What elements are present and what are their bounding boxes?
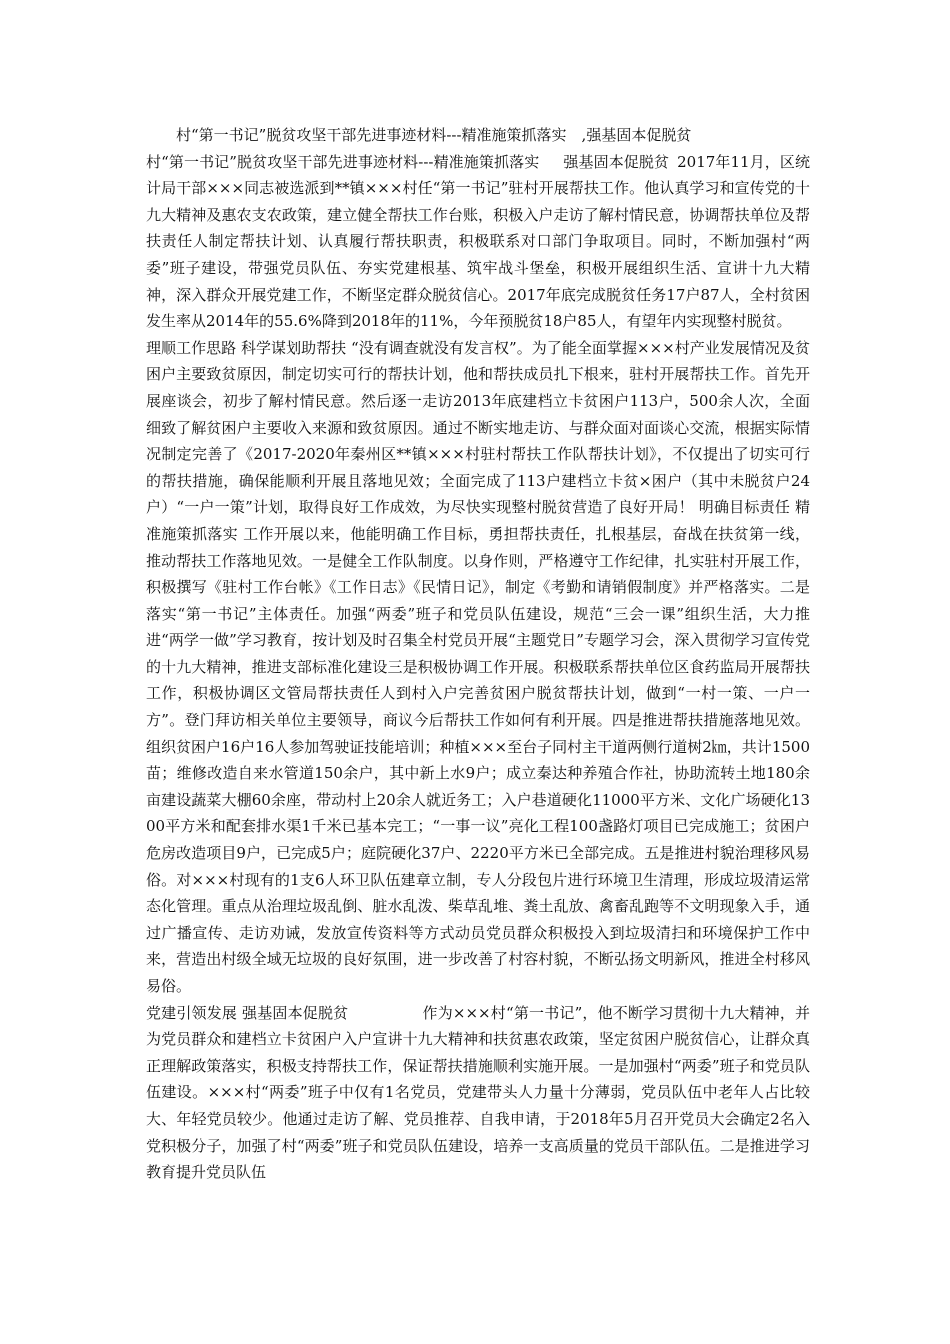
intro-body: 2017年11月，区统计局干部×××同志被选派到**镇×××村任“第一书记”驻村开展帮扶工作。他认真学习和宣传党的十九大精神及惠农支农政策，建立健全帮扶工作台账，积极入户走访了解村情民意，协调帮扶单位及帮扶责任人制定帮扶计划、认真履行帮扶职责，积极联系对口部门争取项目。同时，不断加强村“两委”班子建设，带强党员队伍、夯实党建根基、筑牢战斗堡垒，积极开展组织生活、宣讲十九大精神，深入群众开展党建工作，不断坚定群众脱贫信心。2017年底完成脱贫任务17户87人，全村贫困发生率从2014年的55.6%降到2018年的11%，今年预脱贫18户85人，有望年内实现整村脱贫。 [146,152,810,331]
document-body [146,122,810,1186]
section-2-lead: 党建引领发展 强基固本促脱贫 [146,1003,349,1022]
intro-lead: 村“第一书记”脱贫攻坚干部先进事迹材料---精准施策抓落实 [146,152,540,171]
document-title: 村“第一书记”脱贫攻坚干部先进事迹材料---精准施策抓落实 ,强基固本促脱贫 [176,126,692,144]
section-2-body: 作为×××村“第一书记”，他不断学习贯彻十九大精神，并为党员群众和建档立卡贫困户入户宣讲十九大精神和扶贫惠农政策，坚定贫困户脱贫信心，让群众真正理解政策落实，积极支持帮扶工作，保证帮扶措施顺利实施开展。一是加强村“两委”班子和党员队伍建设。×××村“两委”班子中仅有1名党员，党建带头人力量十分薄弱，党员队伍中老年人占比较大、年轻党员较少。他通过走访了解、党员推荐、自我申请，于2018年5月召开党员大会确定2名入党积极分子，加强了村“两委”班子和党员队伍建设，培养一支高质量的党员干部队伍。二是推进学习教育提升党员队伍 [146,1003,811,1182]
intro-lead-tail: 强基固本促脱贫 [563,152,670,171]
section-1-paragraph: 理顺工作思路 科学谋划助帮扶 “没有调查就没有发言权”。为了能全面掌握×××村产业发展情况及贫困户主要致贫原因，制定切实可行的帮扶计划，他和帮扶成员扎下根来，驻村开展帮扶工作。首先开展座谈会，初步了解村情民意。然后逐一走访2013年底建档立卡贫困户113户，500余人次，全面细致了解贫困户主要收入来源和致贫原因。通过不断实地走访、与群众面对面谈心交流，根据实际情况制定完善了《2017-2020年秦州区**镇×××村驻村帮扶工作队帮扶计划》，不仅提出了切实可行的帮扶措施，确保能顺利开展且落地见效；全面完成了113户建档立卡贫×困户（其中未脱贫户24户）“一户一策”计划，取得良好工作成效，为尽快实现整村脱贫营造了良好开局！ 明确目标责任 精准施策抓落实 工作开展以来，他能明确工作目标，勇担帮扶责任，扎根基层，奋战在扶贫第一线，推动帮扶工作落地见效。一是健全工作队制度。以身作则，严格遵守工作纪律，扎实驻村开展工作，积极撰写《驻村工作台帐》《工作日志》《民情日记》，制定《考勤和请销假制度》并严格落实。二是落实“第一书记”主体责任。加强“两委”班子和党员队伍建设，规范“三会一课”组织生活，大力推进“两学一做”学习教育，按计划及时召集全村党员开展“主题党日”专题学习会，深入贯彻学习宣传党的十九大精神，推进支部标准化建设三是积极协调工作开展。积极联系帮扶单位区食药监局开展帮扶工作，积极协调区文管局帮扶责任人到村入户完善贫困户脱贫帮扶计划，做到“一村一策、一户一方”。登门拜访相关单位主要领导，商议今后帮扶工作如何有利开展。四是推进帮扶措施落地见效。组织贫困户16户16人参加驾驶证技能培训；种植×××至台子同村主干道两侧行道树2㎞，共计1500苗；维修改造自来水管道150余户，其中新上水9户；成立秦达种养殖合作社，协助流转土地180余亩建设蔬菜大棚60余座，带动村上20余人就近务工；入户巷道硬化11000平方米、文化广场硬化1300平方米和配套排水渠1千米已基本完工；“一事一议”亮化工程100盏路灯项目已完成施工；贫困户危房改造项目9户，已完成5户；庭院硬化37户、2220平方米已全部完成。五是推进村貌治理移风易俗。对×××村现有的1支6人环卫队伍建章立制，专人分段包片进行环境卫生清理，形成垃圾清运常态化管理。重点从治理垃圾乱倒、脏水乱泼、柴草乱堆、粪土乱放、禽畜乱跑等不文明现象入手，通过广播宣传、走访劝诫，发放宣传资料等方式动员党员群众积极投入到垃圾清扫和环境保护工作中来，营造出村级全域无垃圾的良好氛围，进一步改善了村容村貌，不断弘扬文明新风，推进全村移风易俗。 [146,338,810,995]
section-2-paragraph [146,1000,810,1186]
intro-paragraph [146,149,810,335]
